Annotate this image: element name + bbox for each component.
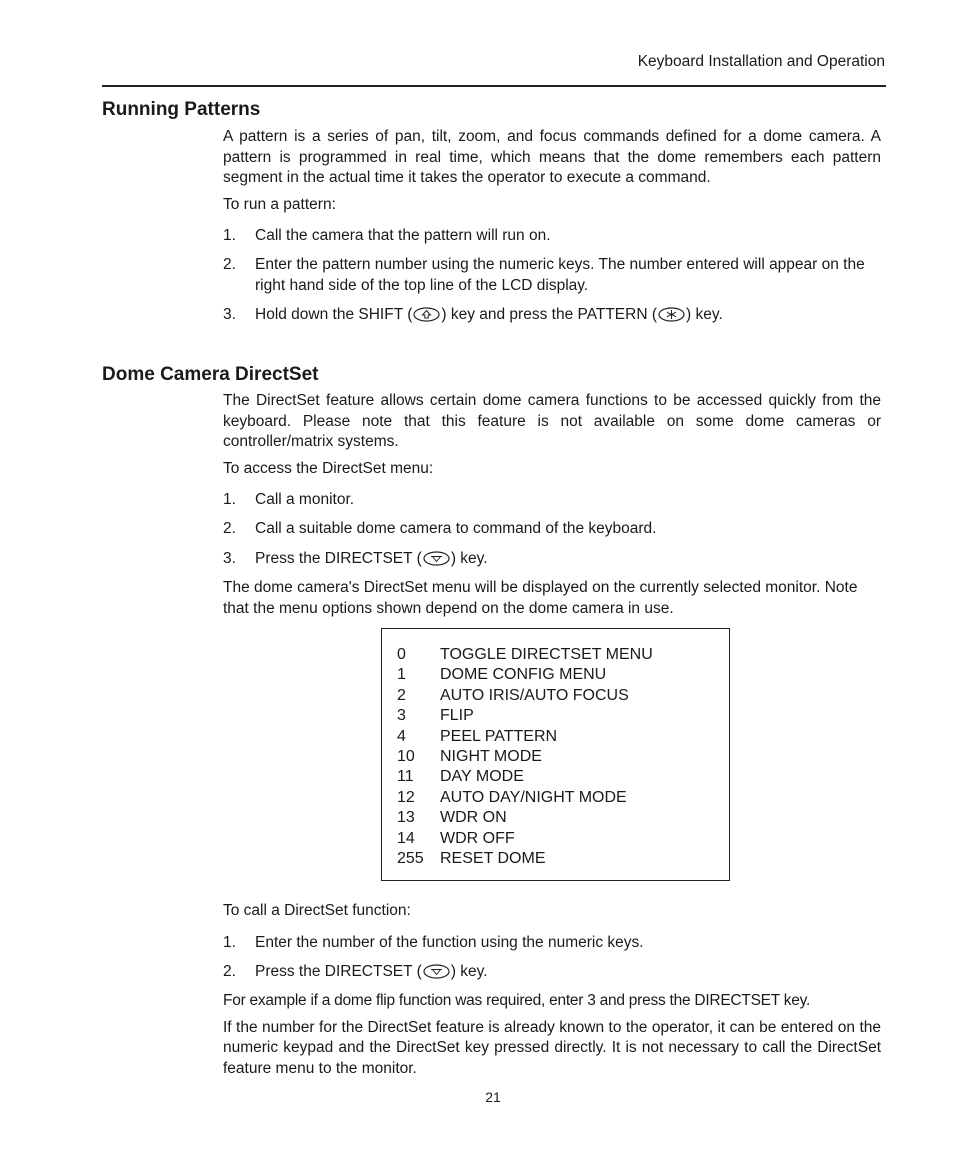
- step-text-part: Press the DIRECTSET (: [255, 962, 422, 980]
- directset-intro: The DirectSet feature allows certain dome camera functions to be accessed quickly from the keyboard. Please note that this feature is not available on some dome cameras or controller/matrix systems.: [223, 392, 881, 451]
- menu-row: [397, 706, 729, 726]
- list-item: [223, 226, 881, 247]
- menu-code: 10: [397, 748, 415, 766]
- running-head: Keyboard Installation and Operation: [637, 53, 885, 70]
- directset-key-icon: [423, 964, 450, 986]
- step-text: [255, 549, 881, 573]
- menu-row: [397, 727, 729, 747]
- menu-label: AUTO DAY/NIGHT MODE: [440, 788, 627, 806]
- menu-label: NIGHT MODE: [440, 748, 542, 766]
- menu-code: 4: [397, 727, 406, 745]
- menu-label: RESET DOME: [440, 850, 546, 868]
- step-text-part: ) key and press the PATTERN (: [441, 306, 658, 324]
- step-number: 3.: [223, 549, 236, 567]
- list-item: [223, 490, 881, 511]
- menu-label: AUTO IRIS/AUTO FOCUS: [440, 686, 629, 704]
- list-item: [223, 519, 881, 540]
- directset-menu-box: [381, 628, 730, 881]
- menu-row: [397, 747, 729, 767]
- menu-code: 12: [397, 788, 415, 806]
- step-number: 2.: [223, 962, 236, 980]
- menu-row: [397, 829, 729, 849]
- running-patterns-steps: [223, 226, 881, 328]
- list-item: [223, 255, 881, 296]
- step-text: Enter the number of the function using the numeric keys.: [255, 933, 644, 951]
- step-text: [255, 305, 881, 329]
- menu-row: [397, 665, 729, 685]
- menu-label: TOGGLE DIRECTSET MENU: [440, 646, 653, 663]
- running-patterns-lead: To run a pattern:: [223, 195, 336, 213]
- directset-example: For example if a dome flip function was required, enter 3 and press the DIRECTSET key.: [223, 992, 811, 1010]
- list-item: [223, 962, 881, 986]
- section-title-running-patterns: Running Patterns: [102, 99, 261, 120]
- step-text-part: ) key.: [686, 306, 723, 324]
- step-text-part: ) key.: [450, 962, 488, 980]
- step-number: 1.: [223, 227, 236, 245]
- step-text-part: ) key.: [450, 549, 488, 567]
- directset-key-icon: [423, 551, 450, 573]
- step-text: [255, 962, 881, 986]
- menu-row: [397, 788, 729, 808]
- running-patterns-body: [223, 127, 881, 329]
- shift-key-icon: [413, 307, 440, 329]
- section-title-directset: Dome Camera DirectSet: [102, 364, 319, 385]
- directset-body: [223, 391, 881, 619]
- step-number: 1.: [223, 491, 236, 509]
- menu-code: 11: [397, 768, 414, 786]
- menu-label: DOME CONFIG MENU: [440, 666, 607, 684]
- directset-closing: If the number for the DirectSet feature is already known to the operator, it can be entered on the numeric keypad and the DirectSet key pressed directly. It is not necessary to call the DirectSet feature menu to the monitor.: [223, 1018, 881, 1078]
- menu-code: 13: [397, 809, 415, 827]
- menu-label: PEEL PATTERN: [440, 727, 558, 745]
- directset-lead: To access the DirectSet menu:: [223, 459, 434, 477]
- menu-code: 14: [397, 829, 415, 847]
- menu-row: [397, 808, 729, 828]
- list-item: [223, 549, 881, 573]
- menu-code: 2: [397, 686, 406, 704]
- menu-code: 255: [397, 850, 424, 868]
- menu-label: WDR ON: [440, 809, 507, 827]
- menu-label: WDR OFF: [440, 829, 515, 847]
- menu-code: 1: [397, 666, 406, 684]
- menu-code: 3: [397, 707, 406, 725]
- pattern-key-icon: [658, 307, 685, 329]
- directset-steps: [223, 490, 881, 572]
- step-number: 1.: [223, 933, 236, 951]
- step-text: Call the camera that the pattern will run on.: [255, 227, 551, 245]
- menu-label: FLIP: [440, 707, 474, 725]
- directset-call-steps: [223, 933, 881, 986]
- list-item: [223, 933, 881, 954]
- menu-row: [397, 645, 729, 665]
- step-text: Enter the pattern number using the numeric keys. The number entered will appear on the right hand side of the top line of the LCD display.: [255, 256, 865, 295]
- menu-code: 0: [397, 646, 406, 663]
- menu-label: DAY MODE: [440, 768, 524, 786]
- step-text-part: Press the DIRECTSET (: [255, 549, 422, 567]
- directset-menu-note: The dome camera's DirectSet menu will be displayed on the currently selected monitor. Note that the menu options shown depend on the dome camera in use.: [223, 579, 858, 617]
- step-number: 3.: [223, 306, 236, 324]
- menu-row: [397, 767, 729, 787]
- header-rule: [102, 85, 886, 87]
- menu-row: [397, 849, 729, 869]
- step-text: Call a monitor.: [255, 491, 355, 509]
- step-text: Call a suitable dome camera to command of the keyboard.: [255, 520, 657, 538]
- list-item: [223, 305, 881, 329]
- page-number: 21: [485, 1089, 501, 1105]
- step-text-part: Hold down the SHIFT (: [255, 306, 413, 324]
- menu-row: [397, 686, 729, 706]
- directset-call-body: [223, 901, 881, 1080]
- step-number: 2.: [223, 520, 236, 538]
- running-patterns-intro: A pattern is a series of pan, tilt, zoom, and focus commands defined for a dome camera. A pattern is programmed in real time, which means that the dome remembers each pattern segment in the actual time it takes the operator to execute a command.: [223, 128, 881, 187]
- step-number: 2.: [223, 256, 236, 274]
- directset-call-lead: To call a DirectSet function:: [223, 902, 411, 919]
